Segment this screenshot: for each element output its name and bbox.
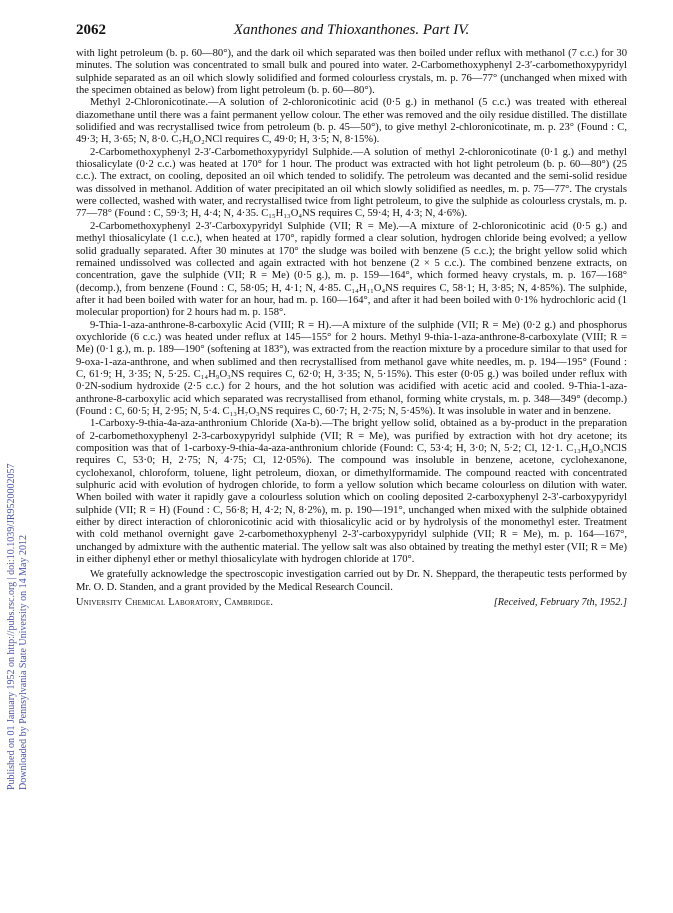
paragraph-thia-aza-anthrone-acid: 9-Thia-1-aza-anthrone-8-carboxylic Acid (VIII; R = H).—A mixture of the sulphide (VII; R = Me) (0·2 g.) and phosphorus oxychloride (6 c.c.) was heated under reflux at 145—155° for 2 hours. Methyl 9-thia-1-aza-anthrone-8-carboxylate (VIII; R = Me) (0·1 g.), m. p. 189—190° (softening at 183°), was extracted from the reaction mixture by a procedure similar to that used for 9-oxa-1-aza-anthrone, and when sublimed and then recrystallised from methanol gave white needles, m. p. 194—195° (Found : C, 61·9; H, 3·35; N, 5·25. C₁₄H₉O₃NS requires C, 62·0; H, 3·35; N, 5·15%). This ester (0·05 g.) was boiled under reflux with 0·2N-sodium hydroxide (2·5 c.c.) for 2 hours, and the hot solution was acidified with acetic acid and cooled. 9-Thia-1-aza-anthrone-8-carboxylic acid which separated was recrystallised from ethanol, forming white crystals, m. p. 348—349° (decomp.) (Found : C, 60·5; H, 2·95; N, 5·4. C₁₃H₇O₃NS requires C, 60·7; H, 2·75; N, 5·45%). It was insoluble in water and in benzene. xyxy=(76,319,627,417)
acknowledgement: We gratefully acknowledge the spectroscopic investigation carried out by Dr. N. Sheppard, the therapeutic tests performed by Mr. O. D. Standen, and a grant provided by the Medical Research Council. xyxy=(76,569,627,593)
affiliation: University Chemical Laboratory, Cambridge. xyxy=(76,597,274,609)
received-date: [Received, February 7th, 1952.] xyxy=(493,597,627,609)
paragraph-methyl-chloronicotinate: Methyl 2-Chloronicotinate.—A solution of 2-chloronicotinic acid (0·5 g.) in methanol (5 c.c.) was treated with ethereal diazomethane until there was a faint permanent yellow colour. The ether was removed and the oily residue distilled. The distillate solidified and was recrystallised twice from petroleum (b. p. 45—50°), to give methyl 2-chloronicotinate, m. p. 23° (Found : C, 49·3; H, 3·65; N, 8·0. C₇H₆O₂NCl requires C, 49·0; H, 3·5; N, 8·15%). xyxy=(76,97,627,146)
paragraph-carboxypyridyl-sulphide: 2-Carbomethoxyphenyl 2-3′-Carboxypyridyl Sulphide (VII; R = Me).—A mixture of 2-chloronicotinic acid (0·5 g.) and methyl thiosalicylate (1 c.c.), when heated at 170°, rapidly formed a clear solution, hydrogen chloride being evolved; a yellow solid gradually separated. After 30 minutes at 170° the sludge was boiled with benzene (5 c.c.); the bright yellow solid which remained undissolved was collected and again extracted with hot benzene (2 × 5 c.c.). The combined benzene extracts, on concentration, gave the sulphide (VII; R = Me) (0·5 g.), m. p. 159—164°, which formed heavy crystals, m. p. 167—168° (decomp.), from benzene (Found : C, 58·05; H, 4·1; N, 4·85. C₁₄H₁₁O₄NS requires C, 58·1; H, 3·85; N, 4·85%). The sulphide, after it had been boiled with water for an hour, had m. p. 160—164°, and after it had been boiled with 0·1% hydrochloric acid (1 molecular proportion) for 2 hours had m. p. 158°. xyxy=(76,220,627,319)
page-number: 2062 xyxy=(76,22,106,38)
article-body xyxy=(76,48,627,594)
page-header xyxy=(76,22,627,44)
download-stamp-line-1: Downloaded by Pennsylvania State University on 14 May 2012 xyxy=(17,535,29,790)
paragraph-1: with light petroleum (b. p. 60—80°), and the dark oil which separated was then boiled under reflux with methanol (7 c.c.) for 30 minutes. The solution was concentrated to small bulk and poured into water. 2-Carbomethoxyphenyl 2-3′-carbomethoxypyridyl sulphide separated as an oil which slowly solidified and formed colourless crystals, m. p. 76—77° (unchanged when mixed with the specimen obtained as below) from light petroleum (b. p. 60—80°). xyxy=(76,48,627,97)
paragraph-anthronium-chloride: 1-Carboxy-9-thia-4a-aza-anthronium Chloride (Xa-b).—The bright yellow solid, obtained as a by-product in the preparation of 2-carbomethoxyphenyl 2-3-carboxypyridyl sulphide (VII; R = Me), was purified by extraction with hot dry acetone; its composition was that of 1-carboxy-9-thia-4a-aza-anthronium chloride (Found: C, 53·4; H, 3·0; N, 5·2; Cl, 12·1. C₁₃H₈O₃NClS requires C, 53·0; H, 2·75; N, 4·75; Cl, 12·05%). The compound was insoluble in benzene, acetone, cyclohexanone, cyclohexanol, chloroform, toluene, light petroleum, dioxan, or dimethylformamide. The compound reacted with concentrated sulphuric acid with evolution of hydrogen chloride, to form a yellow solution which became colourless on dilution with water. When boiled with water it rapidly gave a colourless solution which on cooling deposited 2-carboxyphenyl 2-3′-carboxypyridyl sulphide (VII; R = H) (Found : C, 56·8; H, 4·2; N, 8·2%), m. p. 190—191°, unchanged when mixed with the sulphide obtained either by direct interaction of chloronicotinic acid with thiosalicylic acid or by hydrolysis of the monomethyl ester. Treatment with cold methanol overnight gave 2-carbomethoxyphenyl 2-3′-carboxypyridyl sulphide (VII; R = Me), m. p. 164—167°, unchanged by admixture with the authentic material. The yellow salt was also obtained by treating the methyl ester (VII; R = Me) in either diphenyl ether or methyl thiosalicylate with hydrogen chloride at 170°. xyxy=(76,418,627,566)
article-footer xyxy=(76,597,627,608)
running-title: Xanthones and Thioxanthones. Part IV. xyxy=(233,22,470,38)
download-stamp-line-2: Published on 01 January 1952 on http://pubs.rsc.org | doi:10.1039/JR9520002057 xyxy=(5,463,17,790)
paragraph-carbomethoxypyridyl-sulphide: 2-Carbomethoxyphenyl 2-3′-Carbomethoxypyridyl Sulphide.—A solution of methyl 2-chloronicotinate (0·1 g.) and methyl thiosalicylate (0·2 c.c.) was heated at 170° for 1 hour. The product was extracted with hot light petroleum (b. p. 60—80°) (25 c.c.). The extract, on cooling, deposited an oil which tended to solidify. The petroleum was decanted and the semi-solid residue was dissolved in methanol. Addition of water precipitated an oil which slowly solidified as needles, m. p. 75—77°. The crystals were collected, washed with water, and recrystallised twice from light petroleum, to give the sulphide as colourless crystals, m. p. 77—78° (Found : C, 59·3; H, 4·4; N, 4·35. C₁₅H₁₃O₄NS requires C, 59·4; H, 4·3; N, 4·6%). xyxy=(76,146,627,220)
journal-page xyxy=(76,22,627,608)
download-stamp xyxy=(2,180,32,790)
